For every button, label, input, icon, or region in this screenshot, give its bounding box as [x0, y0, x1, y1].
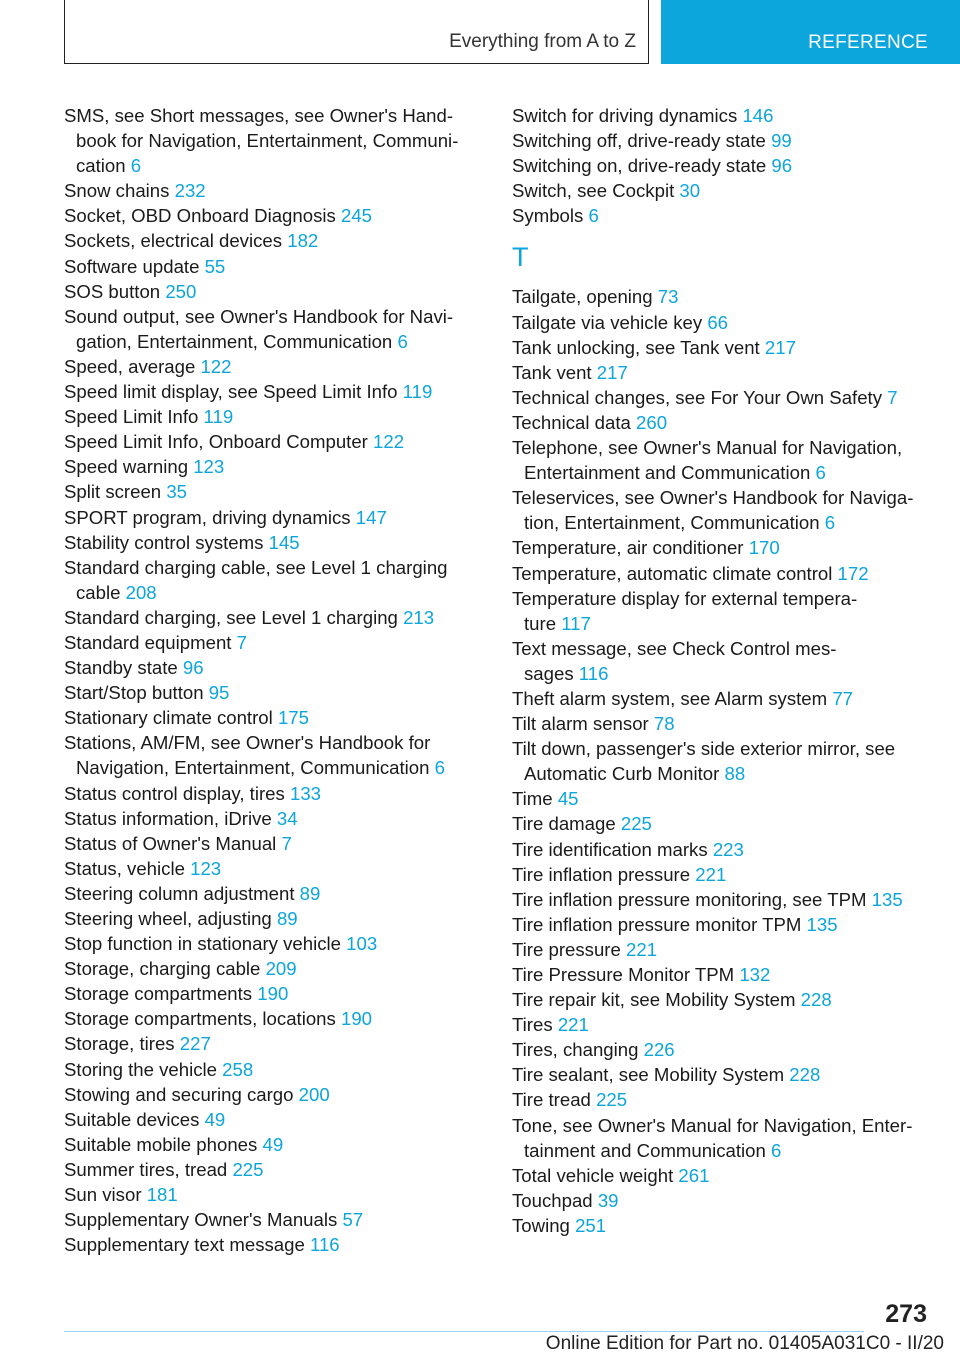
index-group-s — [512, 103, 932, 228]
page-reference-link[interactable]: 225 — [620, 813, 652, 835]
entry-text: Status of Owner's Manual — [64, 832, 277, 854]
index-entry — [512, 711, 932, 736]
index-entry — [512, 485, 932, 510]
entry-text: Tires, changing — [512, 1039, 639, 1061]
page-reference-link[interactable]: 73 — [657, 286, 679, 308]
index-entry — [64, 630, 474, 655]
entry-text: Tire sealant, see Mobility System — [512, 1064, 785, 1086]
page-reference-link[interactable]: 147 — [355, 506, 387, 528]
index-entry — [512, 435, 932, 460]
page-reference-link[interactable]: 172 — [837, 562, 869, 584]
entry-text: Steering column adjustment — [64, 882, 295, 904]
page-reference-link[interactable]: 209 — [265, 958, 297, 980]
index-entry — [64, 379, 474, 404]
index-entry-continuation — [512, 661, 932, 686]
page-reference-link[interactable]: 146 — [742, 105, 774, 126]
page-reference-link[interactable]: 217 — [596, 361, 628, 383]
entry-text: Tires — [512, 1014, 553, 1036]
page-reference-link[interactable]: 6 — [815, 462, 826, 484]
entry-text: sages — [524, 662, 574, 684]
entry-text: ture — [524, 612, 557, 634]
index-entry — [64, 304, 474, 329]
entry-text: Storage compartments — [64, 983, 253, 1005]
index-entry — [512, 1037, 932, 1062]
index-entry — [64, 479, 474, 504]
page-reference-link[interactable]: 89 — [276, 908, 298, 929]
page-reference-link[interactable]: 132 — [739, 964, 771, 985]
index-entry — [512, 1062, 932, 1087]
footer-divider — [64, 1331, 864, 1332]
index-entry — [512, 284, 932, 309]
entry-text: Storage, tires — [64, 1033, 175, 1055]
page-reference-link[interactable]: 217 — [764, 336, 796, 358]
page-reference-link[interactable]: 227 — [179, 1033, 211, 1055]
index-entry — [512, 887, 932, 912]
entry-text: Tire damage — [512, 813, 616, 835]
entry-text: Tank unlocking, see Tank vent — [512, 336, 760, 358]
page-reference-link[interactable]: 6 — [588, 205, 599, 227]
page-reference-link[interactable]: 77 — [832, 687, 853, 709]
index-entry — [64, 655, 474, 680]
entry-text: Telephone, see Owner's Manual for Navigation, — [512, 437, 903, 459]
page-number: 273 — [885, 1300, 927, 1328]
index-entry — [64, 454, 474, 479]
entry-text: Total vehicle weight — [512, 1164, 674, 1186]
page-reference-link[interactable]: 6 — [824, 512, 836, 534]
entry-text: SOS button — [64, 280, 161, 302]
entry-text: Stop function in stationary vehicle — [64, 933, 341, 955]
entry-text: Speed Limit Info — [64, 406, 199, 428]
page-reference-link[interactable]: 55 — [204, 255, 226, 277]
index-entry — [64, 1082, 474, 1107]
entry-text: Summer tires, tread — [64, 1158, 228, 1180]
page-reference-link[interactable]: 250 — [165, 280, 197, 302]
page-reference-link[interactable]: 96 — [182, 657, 204, 679]
index-entry — [512, 385, 932, 410]
page-reference-link[interactable]: 122 — [200, 355, 232, 377]
index-entry — [64, 1207, 474, 1232]
page-reference-link[interactable]: 6 — [771, 1139, 782, 1161]
entry-text: Tailgate via vehicle key — [512, 311, 703, 333]
entry-text: Stability control systems — [64, 531, 264, 553]
page-reference-link[interactable]: 223 — [712, 838, 744, 860]
entry-text: Tailgate, opening — [512, 286, 653, 308]
entry-text: Temperature, air conditioner — [512, 537, 744, 559]
index-entry — [64, 705, 474, 730]
index-entry-continuation — [512, 1138, 932, 1163]
index-entry — [512, 1213, 932, 1238]
entry-text: Stations, AM/FM, see Owner's Handbook for — [64, 732, 431, 754]
index-entry — [512, 636, 932, 661]
entry-text: Software update — [64, 255, 200, 277]
index-entry — [64, 505, 474, 530]
entry-text: tion, Entertainment, Communication — [524, 512, 820, 534]
header-chapter-title: REFERENCE — [808, 32, 928, 53]
index-entry — [64, 806, 474, 831]
index-entry — [64, 981, 474, 1006]
page-reference-link[interactable]: 226 — [643, 1039, 675, 1061]
page-reference-link[interactable]: 190 — [257, 983, 289, 1005]
entry-text: Tire inflation pressure — [512, 863, 691, 885]
page-reference-link[interactable]: 103 — [346, 933, 378, 955]
page-reference-link[interactable]: 170 — [748, 537, 780, 559]
index-group-t — [512, 284, 932, 1238]
entry-text: Socket, OBD Onboard Diagnosis — [64, 205, 336, 227]
entry-text: Tire inflation pressure monitoring, see TPM — [512, 888, 867, 910]
index-entry-continuation — [512, 460, 932, 485]
entry-text: Tire tread — [512, 1089, 591, 1111]
entry-text: Supplementary text message — [64, 1234, 305, 1256]
entry-text: Storing the vehicle — [64, 1058, 217, 1080]
entry-text: Tank vent — [512, 361, 592, 383]
index-entry — [512, 786, 932, 811]
entry-text: Split screen — [64, 481, 162, 503]
index-column-right — [512, 103, 932, 1238]
index-entry — [512, 1087, 932, 1112]
footer-edition: Online Edition for Part no. 01405A031C0 - II/20 — [545, 1333, 944, 1354]
page-reference-link[interactable]: 7 — [281, 832, 292, 854]
index-entry — [512, 203, 932, 228]
section-letter: T — [512, 242, 529, 273]
entry-text: SMS, see Short messages, see Owner's Hand- — [64, 105, 454, 126]
index-entry — [64, 931, 474, 956]
header-section-title: Everything from A to Z — [449, 31, 636, 52]
page-reference-link[interactable]: 221 — [626, 938, 658, 960]
entry-text: Technical changes, see For Your Own Safety — [512, 386, 883, 408]
entry-text: Steering wheel, adjusting — [64, 908, 272, 929]
entry-text: Status information, iDrive — [64, 807, 272, 829]
index-entry-continuation — [512, 611, 932, 636]
index-entry-continuation — [64, 153, 474, 178]
entry-text: Temperature display for external tempera- — [512, 587, 858, 609]
page-reference-link[interactable]: 95 — [208, 682, 230, 704]
entry-text: Time — [512, 788, 553, 810]
page-reference-link[interactable]: 213 — [403, 606, 435, 628]
entry-text: cable — [76, 581, 121, 603]
page-reference-link[interactable]: 228 — [789, 1064, 821, 1086]
entry-text: Tire repair kit, see Mobility System — [512, 989, 796, 1011]
index-entry — [64, 1132, 474, 1157]
index-entry — [512, 686, 932, 711]
entry-text: Temperature, automatic climate control — [512, 562, 833, 584]
page-reference-link[interactable]: 45 — [557, 788, 579, 810]
entry-text: Speed Limit Info, Onboard Computer — [64, 431, 368, 453]
entry-text: tainment and Communication — [524, 1139, 766, 1161]
page-reference-link[interactable]: 221 — [557, 1014, 589, 1036]
entry-text: Standard equipment — [64, 631, 232, 653]
entry-text: Standby state — [64, 657, 178, 679]
index-entry — [512, 811, 932, 836]
page-reference-link[interactable]: 200 — [298, 1083, 330, 1105]
page-reference-link[interactable]: 116 — [309, 1234, 340, 1256]
index-entry — [512, 1113, 932, 1138]
entry-text: Sun visor — [64, 1184, 142, 1206]
index-entry — [64, 404, 474, 429]
index-entry — [64, 956, 474, 981]
entry-text: Snow chains — [64, 180, 170, 202]
page-reference-link[interactable]: 258 — [222, 1058, 254, 1080]
page-reference-link[interactable]: 88 — [724, 763, 746, 785]
index-entry — [512, 1163, 932, 1188]
entry-text: Storage, charging cable — [64, 958, 261, 980]
index-entry — [512, 1012, 932, 1037]
index-entry-continuation — [512, 510, 932, 535]
page-reference-link[interactable]: 135 — [806, 913, 838, 935]
index-entry — [512, 987, 932, 1012]
page-reference-link[interactable]: 261 — [678, 1164, 710, 1186]
entry-text: book for Navigation, Entertainment, Communi- — [76, 130, 459, 152]
page-reference-link[interactable]: 145 — [268, 531, 300, 553]
entry-text: Technical data — [512, 411, 631, 433]
page-reference-link[interactable]: 123 — [190, 857, 222, 879]
page-reference-link[interactable]: 260 — [636, 411, 668, 433]
entry-text: Switch for driving dynamics — [512, 105, 738, 126]
index-entry — [64, 1006, 474, 1031]
entry-text: Supplementary Owner's Manuals — [64, 1209, 338, 1231]
index-entry — [64, 203, 474, 228]
index-entry — [64, 1107, 474, 1132]
entry-text: Suitable devices — [64, 1108, 200, 1130]
page-reference-link[interactable]: 116 — [578, 662, 609, 684]
entry-text: Stowing and securing cargo — [64, 1083, 294, 1105]
entry-text: Speed limit display, see Speed Limit Info — [64, 381, 398, 403]
index-entry — [512, 837, 932, 862]
index-entry — [64, 254, 474, 279]
entry-text: Tire Pressure Monitor TPM — [512, 964, 735, 985]
index-column-left — [64, 103, 474, 1257]
header-chapter-tab — [661, 0, 960, 64]
index-entry — [64, 781, 474, 806]
index-entry — [512, 153, 932, 178]
page-reference-link[interactable]: 35 — [166, 481, 188, 503]
index-entry — [512, 335, 932, 360]
index-entry — [64, 103, 474, 128]
entry-text: Switch, see Cockpit — [512, 180, 675, 202]
entry-text: Tilt alarm sensor — [512, 713, 649, 735]
entry-text: Status control display, tires — [64, 782, 285, 804]
page-reference-link[interactable]: 89 — [299, 882, 321, 904]
index-entry — [512, 128, 932, 153]
page-reference-link[interactable]: 123 — [193, 456, 225, 478]
entry-text: Touchpad — [512, 1189, 593, 1211]
index-entry — [512, 862, 932, 887]
entry-text: Tire pressure — [512, 938, 621, 960]
entry-text: Sockets, electrical devices — [64, 230, 283, 252]
index-entry-continuation — [64, 329, 474, 354]
entry-text: Symbols — [512, 205, 584, 227]
index-entry — [512, 561, 932, 586]
entry-text: Speed, average — [64, 355, 196, 377]
index-entry — [64, 279, 474, 304]
page-reference-link[interactable]: 190 — [340, 1008, 373, 1030]
entry-text: Switching on, drive-ready state — [512, 155, 767, 177]
entry-text: SPORT program, driving dynamics — [64, 506, 351, 528]
entry-text: gation, Entertainment, Communication — [76, 330, 393, 352]
index-entry — [64, 605, 474, 630]
index-entry — [512, 1188, 932, 1213]
entry-text: Status, vehicle — [64, 857, 185, 879]
page-reference-link[interactable]: 175 — [277, 707, 309, 729]
index-entry — [64, 354, 474, 379]
index-entry — [64, 906, 474, 931]
index-entry — [512, 310, 932, 335]
index-entry — [512, 103, 932, 128]
page-reference-link[interactable]: 6 — [434, 757, 445, 779]
index-entry-continuation — [64, 128, 474, 153]
entry-text: Tire identification marks — [512, 838, 708, 860]
entry-text: Tire inflation pressure monitor TPM — [512, 913, 802, 935]
page-reference-link[interactable]: 208 — [125, 581, 157, 603]
page-reference-link[interactable]: 221 — [695, 863, 727, 885]
entry-text: Standard charging cable, see Level 1 charging — [64, 556, 448, 578]
entry-text: Sound output, see Owner's Handbook for Navi- — [64, 305, 454, 327]
page-reference-link[interactable]: 6 — [130, 155, 142, 177]
index-entry — [512, 410, 932, 435]
index-entry-continuation — [64, 755, 474, 780]
entry-text: Theft alarm system, see Alarm system — [512, 687, 828, 709]
index-entry — [64, 831, 474, 856]
entry-text: Teleservices, see Owner's Handbook for Naviga- — [512, 487, 914, 509]
page-reference-link[interactable]: 251 — [575, 1214, 607, 1236]
page-reference-link[interactable]: 99 — [771, 130, 792, 152]
index-entry — [64, 228, 474, 253]
page-reference-link[interactable]: 181 — [146, 1184, 178, 1206]
entry-text: cation — [76, 155, 126, 177]
page-reference-link[interactable]: 78 — [653, 713, 675, 735]
index-entry — [64, 1031, 474, 1056]
index-entry — [512, 535, 932, 560]
page-reference-link[interactable]: 7 — [236, 631, 247, 653]
entry-text: Standard charging, see Level 1 charging — [64, 606, 398, 628]
index-entry — [64, 429, 474, 454]
entry-text: Speed warning — [64, 456, 189, 478]
page-reference-link[interactable]: 117 — [561, 612, 591, 634]
page-reference-link[interactable]: 225 — [232, 1158, 264, 1180]
page-reference-link[interactable]: 96 — [771, 155, 793, 177]
page-reference-link[interactable]: 30 — [679, 180, 701, 202]
page-reference-link[interactable]: 135 — [871, 888, 903, 910]
index-entry — [512, 736, 932, 761]
entry-text: Text message, see Check Control mes- — [512, 637, 837, 659]
page-reference-link[interactable]: 7 — [887, 386, 898, 408]
index-entry — [64, 1232, 474, 1257]
page-reference-link[interactable]: 182 — [287, 230, 319, 252]
entry-text: Start/Stop button — [64, 682, 204, 704]
header-section-box — [64, 0, 649, 64]
page-reference-link[interactable]: 122 — [373, 431, 405, 453]
index-entry — [512, 360, 932, 385]
index-entry — [64, 881, 474, 906]
entry-text: Stationary climate control — [64, 707, 273, 729]
entry-text: Navigation, Entertainment, Communication — [76, 757, 430, 779]
index-entry — [64, 555, 474, 580]
index-entry — [64, 730, 474, 755]
page-reference-link[interactable]: 228 — [800, 989, 832, 1011]
index-entry — [512, 586, 932, 611]
page-reference-link[interactable]: 133 — [289, 782, 322, 804]
index-entry — [512, 962, 932, 987]
index-entry — [512, 178, 932, 203]
index-entry — [64, 1057, 474, 1082]
index-entry — [512, 937, 932, 962]
page-reference-link[interactable]: 225 — [596, 1089, 628, 1111]
index-entry-continuation — [512, 761, 932, 786]
page-reference-link[interactable]: 6 — [397, 330, 408, 352]
entry-text: Tilt down, passenger's side exterior mirror, see — [512, 738, 896, 760]
index-entry — [512, 912, 932, 937]
page-reference-link[interactable]: 66 — [707, 311, 729, 333]
page-reference-link[interactable]: 39 — [597, 1189, 619, 1211]
page-reference-link[interactable]: 49 — [204, 1108, 226, 1130]
index-entry — [64, 1157, 474, 1182]
entry-text: Switching off, drive-ready state — [512, 130, 766, 152]
page-reference-link[interactable]: 245 — [340, 205, 373, 227]
entry-text: Suitable mobile phones — [64, 1133, 258, 1155]
entry-text: Entertainment and Communication — [524, 462, 811, 484]
page-reference-link[interactable]: 34 — [276, 807, 298, 829]
index-entry — [64, 1182, 474, 1207]
index-entry-continuation — [64, 580, 474, 605]
index-entry — [64, 856, 474, 881]
index-entry — [64, 680, 474, 705]
entry-text: Towing — [512, 1214, 570, 1236]
page-reference-link[interactable]: 49 — [262, 1133, 284, 1155]
entry-text: Automatic Curb Monitor — [524, 763, 720, 785]
page-reference-link[interactable]: 119 — [203, 406, 234, 428]
page-reference-link[interactable]: 57 — [342, 1209, 364, 1231]
index-entry — [64, 178, 474, 203]
entry-text: Storage compartments, locations — [64, 1008, 336, 1030]
page-reference-link[interactable]: 232 — [174, 180, 206, 202]
page-reference-link[interactable]: 119 — [402, 381, 433, 403]
entry-text: Tone, see Owner's Manual for Navigation, Enter- — [512, 1114, 913, 1136]
index-entry — [64, 530, 474, 555]
